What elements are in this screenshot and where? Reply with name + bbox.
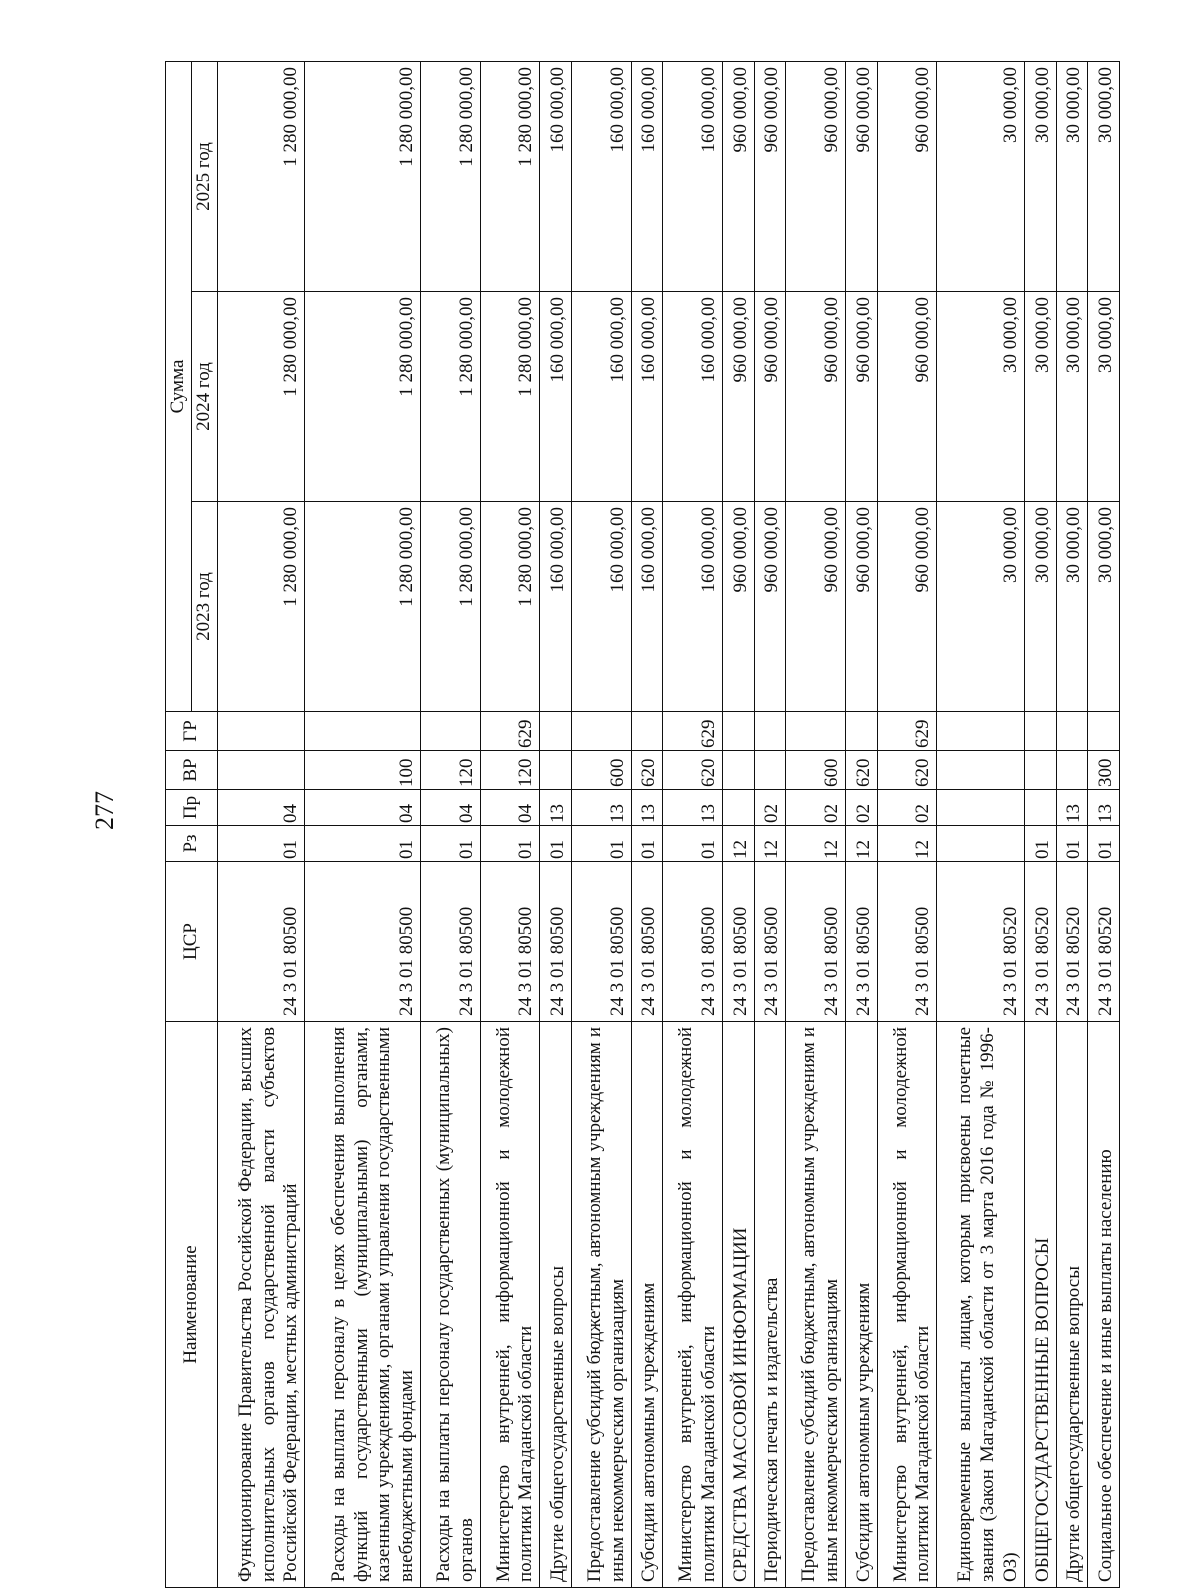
header-row-1	[166, 61, 192, 1587]
header-2023: 2023 год	[191, 502, 217, 712]
cell-gr	[845, 712, 877, 751]
cell-y2023: 160 000,00	[571, 502, 631, 712]
cell-csr: 24 3 01 80500	[754, 862, 786, 1022]
cell-name: Другие общегосударственные вопросы	[540, 1022, 572, 1588]
cell-name: Министерство внутренней, информационной и молодежной политики Магаданской области	[480, 1022, 540, 1588]
budget-table	[165, 61, 1120, 1588]
cell-y2025: 160 000,00	[571, 61, 631, 291]
budget-table-rotated	[165, 66, 1120, 1588]
cell-rz: 12	[754, 826, 786, 862]
cell-gr	[540, 712, 572, 751]
cell-name: Министерство внутренней, информационной и молодежной политики Магаданской области	[877, 1022, 937, 1588]
cell-csr: 24 3 01 80500	[722, 862, 754, 1022]
cell-pr: 04	[480, 790, 540, 826]
table-row	[937, 61, 1025, 1587]
cell-name: Предоставление субсидий бюджетным, автономным учреждениям и иным некоммерческим организациям	[571, 1022, 631, 1588]
cell-gr	[722, 712, 754, 751]
cell-name: Предоставление субсидий бюджетным, автономным учреждениям и иным некоммерческим организациям	[786, 1022, 846, 1588]
cell-csr: 24 3 01 80500	[845, 862, 877, 1022]
header-rz: Рз	[166, 826, 218, 862]
cell-csr: 24 3 01 80500	[663, 862, 723, 1022]
table-row	[480, 61, 540, 1587]
cell-pr: 13	[1056, 790, 1088, 826]
cell-csr: 24 3 01 80500	[631, 862, 663, 1022]
table-row	[663, 61, 723, 1587]
cell-y2025: 960 000,00	[845, 61, 877, 291]
table-row	[631, 61, 663, 1587]
cell-vr	[1024, 751, 1056, 790]
cell-csr: 24 3 01 80500	[877, 862, 937, 1022]
cell-y2024: 1 280 000,00	[217, 292, 305, 502]
cell-rz: 01	[480, 826, 540, 862]
cell-pr: 13	[1088, 790, 1120, 826]
cell-y2024: 960 000,00	[722, 292, 754, 502]
cell-gr: 629	[480, 712, 540, 751]
cell-y2024: 30 000,00	[1024, 292, 1056, 502]
cell-pr: 02	[754, 790, 786, 826]
cell-y2024: 30 000,00	[1088, 292, 1120, 502]
cell-gr: 629	[877, 712, 937, 751]
cell-csr: 24 3 01 80500	[217, 862, 305, 1022]
cell-rz	[937, 826, 1025, 862]
cell-rz: 01	[631, 826, 663, 862]
cell-vr: 620	[877, 751, 937, 790]
cell-gr	[1056, 712, 1088, 751]
header-2024: 2024 год	[191, 292, 217, 502]
cell-rz: 12	[722, 826, 754, 862]
cell-y2025: 160 000,00	[540, 61, 572, 291]
cell-rz: 12	[877, 826, 937, 862]
cell-rz: 01	[540, 826, 572, 862]
cell-y2024: 1 280 000,00	[420, 292, 480, 502]
cell-y2023: 1 280 000,00	[305, 502, 421, 712]
cell-y2025: 1 280 000,00	[480, 61, 540, 291]
cell-rz: 12	[786, 826, 846, 862]
cell-y2024: 160 000,00	[540, 292, 572, 502]
cell-y2023: 160 000,00	[663, 502, 723, 712]
cell-gr	[754, 712, 786, 751]
cell-name: Министерство внутренней, информационной и молодежной политики Магаданской области	[663, 1022, 723, 1588]
cell-rz: 01	[305, 826, 421, 862]
cell-y2025: 960 000,00	[722, 61, 754, 291]
cell-gr	[937, 712, 1025, 751]
cell-csr: 24 3 01 80520	[937, 862, 1025, 1022]
cell-vr	[1056, 751, 1088, 790]
cell-pr: 04	[420, 790, 480, 826]
cell-pr: 13	[571, 790, 631, 826]
cell-rz: 01	[663, 826, 723, 862]
cell-y2024: 160 000,00	[571, 292, 631, 502]
cell-y2023: 160 000,00	[631, 502, 663, 712]
header-2025: 2025 год	[191, 61, 217, 291]
cell-gr	[420, 712, 480, 751]
cell-pr	[1024, 790, 1056, 826]
cell-name: Другие общегосударственные вопросы	[1056, 1022, 1088, 1588]
cell-y2023: 1 280 000,00	[480, 502, 540, 712]
cell-gr	[217, 712, 305, 751]
cell-rz: 01	[217, 826, 305, 862]
cell-y2025: 30 000,00	[1056, 61, 1088, 291]
cell-name: Расходы на выплаты персоналу в целях обеспечения выполнения функций государственными (муниципальными) органами, казенными учреждениями, органами управления государственными внебюджетными фондами	[305, 1022, 421, 1588]
cell-csr: 24 3 01 80520	[1088, 862, 1120, 1022]
cell-y2024: 960 000,00	[786, 292, 846, 502]
cell-y2025: 1 280 000,00	[305, 61, 421, 291]
cell-y2024: 160 000,00	[663, 292, 723, 502]
cell-y2023: 960 000,00	[754, 502, 786, 712]
cell-rz: 12	[845, 826, 877, 862]
table-row	[1024, 61, 1056, 1587]
cell-y2025: 160 000,00	[663, 61, 723, 291]
cell-gr	[1024, 712, 1056, 751]
cell-gr	[1088, 712, 1120, 751]
table-row	[540, 61, 572, 1587]
header-csr: ЦСР	[166, 862, 218, 1022]
cell-vr: 620	[845, 751, 877, 790]
cell-y2023: 30 000,00	[1056, 502, 1088, 712]
cell-pr: 04	[217, 790, 305, 826]
cell-csr: 24 3 01 80520	[1024, 862, 1056, 1022]
cell-rz: 01	[1024, 826, 1056, 862]
cell-y2023: 160 000,00	[540, 502, 572, 712]
cell-y2023: 30 000,00	[1088, 502, 1120, 712]
cell-y2024: 960 000,00	[845, 292, 877, 502]
cell-vr	[722, 751, 754, 790]
cell-y2025: 960 000,00	[786, 61, 846, 291]
header-name: Наименование	[166, 1022, 218, 1588]
header-gr: ГР	[166, 712, 218, 751]
cell-name: Субсидии автономным учреждениям	[631, 1022, 663, 1588]
cell-gr	[786, 712, 846, 751]
cell-csr: 24 3 01 80500	[305, 862, 421, 1022]
cell-pr: 02	[845, 790, 877, 826]
cell-pr: 13	[631, 790, 663, 826]
table-body	[217, 61, 1119, 1587]
cell-vr: 620	[631, 751, 663, 790]
cell-y2023: 1 280 000,00	[217, 502, 305, 712]
cell-y2025: 30 000,00	[1024, 61, 1056, 291]
cell-y2025: 1 280 000,00	[217, 61, 305, 291]
cell-y2023: 30 000,00	[1024, 502, 1056, 712]
cell-y2023: 30 000,00	[937, 502, 1025, 712]
cell-y2024: 960 000,00	[877, 292, 937, 502]
cell-name: Субсидии автономным учреждениям	[845, 1022, 877, 1588]
cell-pr: 13	[663, 790, 723, 826]
cell-csr: 24 3 01 80500	[480, 862, 540, 1022]
cell-pr	[937, 790, 1025, 826]
cell-name: Периодическая печать и издательства	[754, 1022, 786, 1588]
cell-vr: 100	[305, 751, 421, 790]
table-row	[1056, 61, 1088, 1587]
header-pr: Пр	[166, 790, 218, 826]
table-row	[754, 61, 786, 1587]
cell-vr	[540, 751, 572, 790]
cell-vr: 120	[420, 751, 480, 790]
table-row	[305, 61, 421, 1587]
table-row	[786, 61, 846, 1587]
cell-vr	[754, 751, 786, 790]
page-number: 277	[90, 791, 119, 830]
table-row	[217, 61, 305, 1587]
cell-gr	[631, 712, 663, 751]
cell-y2024: 30 000,00	[937, 292, 1025, 502]
cell-vr: 620	[663, 751, 723, 790]
cell-y2023: 960 000,00	[722, 502, 754, 712]
table-row	[1088, 61, 1120, 1587]
table-row	[571, 61, 631, 1587]
cell-y2024: 960 000,00	[754, 292, 786, 502]
cell-y2025: 30 000,00	[1088, 61, 1120, 291]
cell-vr: 600	[786, 751, 846, 790]
cell-pr: 02	[877, 790, 937, 826]
cell-name: Функционирование Правительства Российской Федерации, высших исполнительных органов государственной власти субъектов Российской Федерации, местных администраций	[217, 1022, 305, 1588]
cell-y2025: 160 000,00	[631, 61, 663, 291]
cell-y2024: 1 280 000,00	[305, 292, 421, 502]
cell-csr: 24 3 01 80520	[1056, 862, 1088, 1022]
cell-y2023: 960 000,00	[786, 502, 846, 712]
cell-pr: 13	[540, 790, 572, 826]
cell-y2025: 30 000,00	[937, 61, 1025, 291]
cell-vr: 120	[480, 751, 540, 790]
cell-csr: 24 3 01 80500	[420, 862, 480, 1022]
cell-gr: 629	[663, 712, 723, 751]
cell-y2025: 960 000,00	[754, 61, 786, 291]
cell-name: Расходы на выплаты персоналу государственных (муниципальных) органов	[420, 1022, 480, 1588]
cell-gr	[305, 712, 421, 751]
cell-csr: 24 3 01 80500	[786, 862, 846, 1022]
cell-name: Единовременные выплаты лицам, которым присвоены почетные звания (Закон Магаданской области от 3 марта 2016 года № 1996-ОЗ)	[937, 1022, 1025, 1588]
cell-name: Социальное обеспечение и иные выплаты населению	[1088, 1022, 1120, 1588]
cell-name: ОБЩЕГОСУДАРСТВЕННЫЕ ВОПРОСЫ	[1024, 1022, 1056, 1588]
cell-y2024: 1 280 000,00	[480, 292, 540, 502]
cell-csr: 24 3 01 80500	[571, 862, 631, 1022]
table-row	[722, 61, 754, 1587]
header-vr: ВР	[166, 751, 218, 790]
cell-gr	[571, 712, 631, 751]
cell-name: СРЕДСТВА МАССОВОЙ ИНФОРМАЦИИ	[722, 1022, 754, 1588]
table-row	[845, 61, 877, 1587]
cell-y2025: 960 000,00	[877, 61, 937, 291]
cell-y2025: 1 280 000,00	[420, 61, 480, 291]
cell-rz: 01	[420, 826, 480, 862]
cell-pr	[722, 790, 754, 826]
cell-rz: 01	[571, 826, 631, 862]
table-row	[877, 61, 937, 1587]
cell-vr	[937, 751, 1025, 790]
header-sum: Сумма	[166, 61, 192, 711]
cell-csr: 24 3 01 80500	[540, 862, 572, 1022]
cell-y2024: 160 000,00	[631, 292, 663, 502]
cell-vr: 600	[571, 751, 631, 790]
cell-y2024: 30 000,00	[1056, 292, 1088, 502]
cell-y2023: 960 000,00	[845, 502, 877, 712]
cell-rz: 01	[1056, 826, 1088, 862]
cell-pr: 04	[305, 790, 421, 826]
cell-vr: 300	[1088, 751, 1120, 790]
cell-pr: 02	[786, 790, 846, 826]
cell-y2023: 960 000,00	[877, 502, 937, 712]
cell-vr	[217, 751, 305, 790]
cell-rz: 01	[1088, 826, 1120, 862]
cell-y2023: 1 280 000,00	[420, 502, 480, 712]
table-row	[420, 61, 480, 1587]
